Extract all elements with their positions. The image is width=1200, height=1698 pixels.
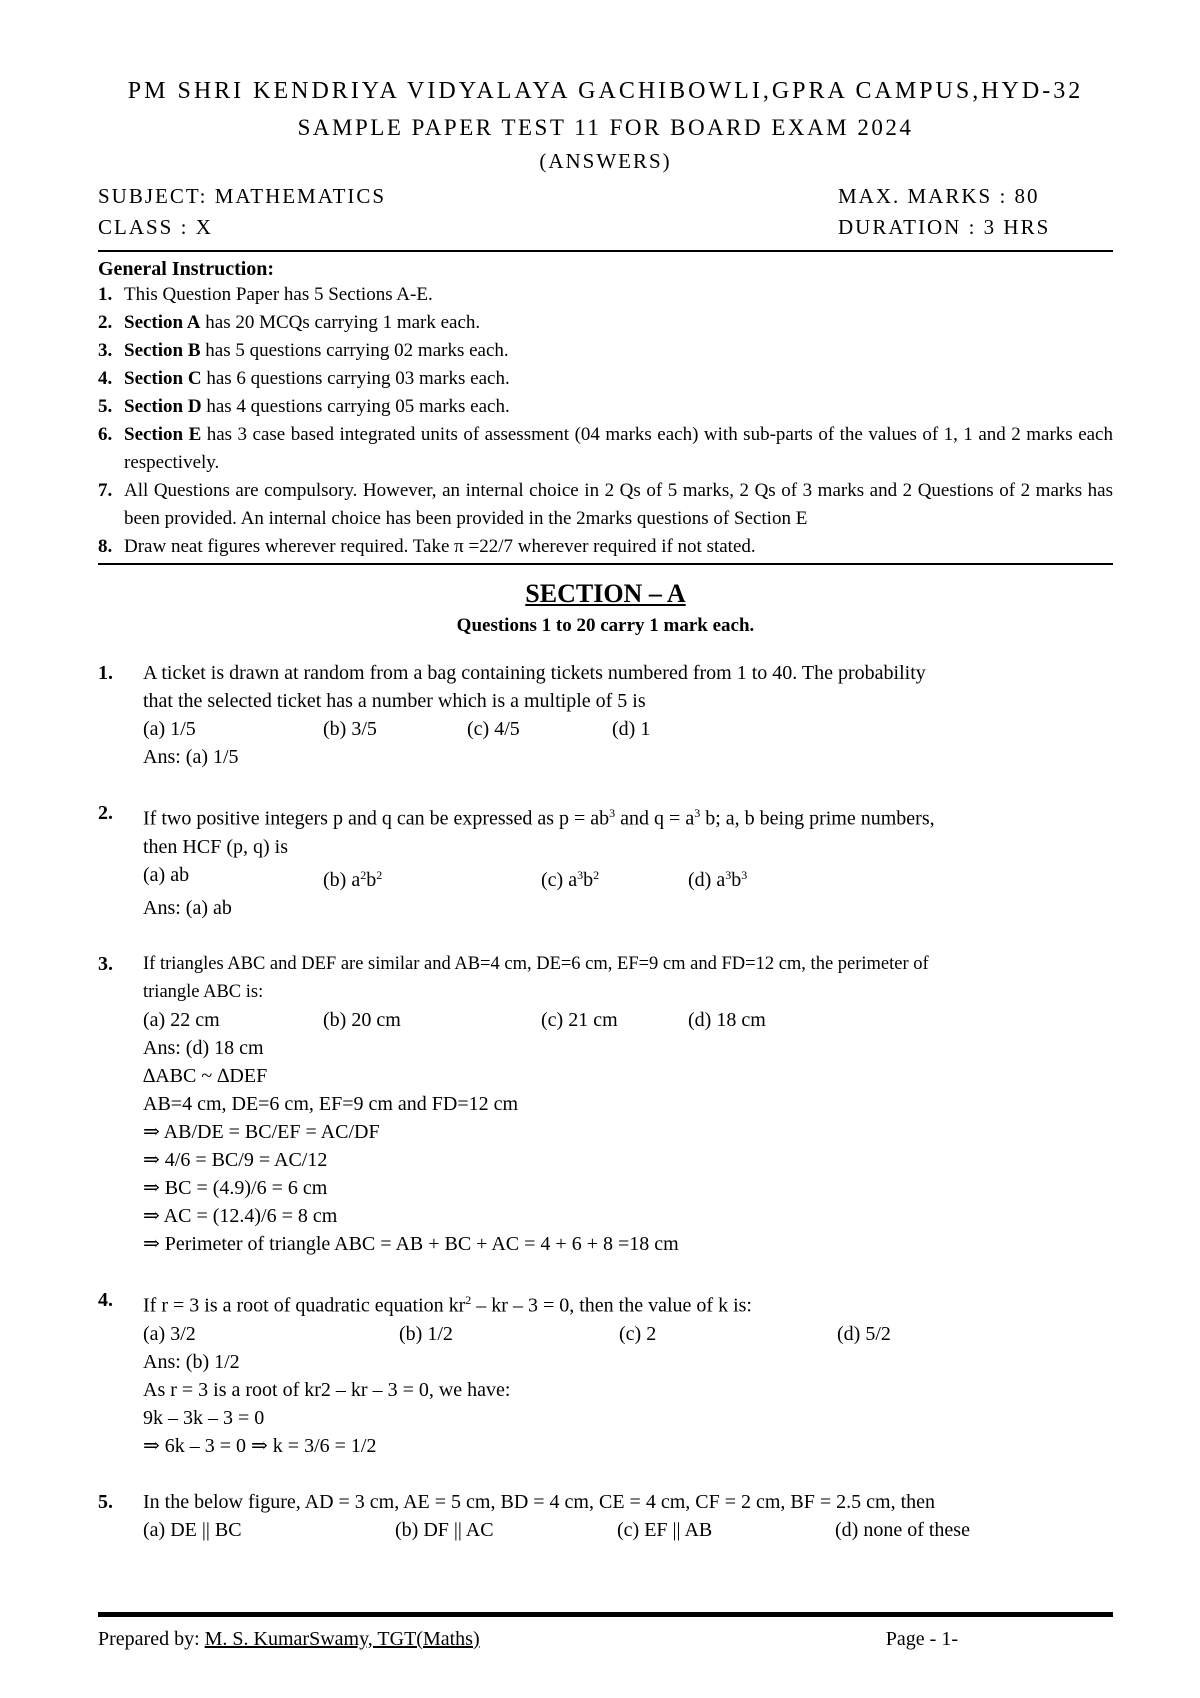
question-text: A ticket is drawn at random from a bag containing tickets numbered from 1 to 40. The probability <box>143 662 926 684</box>
option-b: (b) 3/5 <box>323 718 377 740</box>
solution-step: ⇒ BC = (4.9)/6 = 6 cm <box>143 1177 328 1200</box>
instruction-item: 1. This Question Paper has 5 Sections A-E. <box>98 284 433 305</box>
question-4: 4. If r = 3 is a root of quadratic equation $kr^2$ – kr – 3 = 0, then the value of k is: (a) 3/2 (b) 1/2 (c) 2 (d) 5/2 Ans: (b) 1/2 As r = 3 is a root of kr2 – kr – 3 = 0, we have: 9k – 3k – 3 = 0 ⇒ 6k – 3 = 0 ⇒ k = 3/6 = 1/2 <box>98 1286 1113 1460</box>
options <box>143 1006 1113 1034</box>
solution-step: ⇒ 6k – 3 = 0 ⇒ k = 3/6 = 1/2 <box>143 1434 377 1457</box>
answer: Ans: (d) 18 cm <box>143 1037 264 1060</box>
test-title: SAMPLE PAPER TEST 11 FOR BOARD EXAM 2024 <box>297 115 914 140</box>
options <box>143 1320 1113 1348</box>
option-b: (b) $a^2b^2$ <box>323 867 383 892</box>
answers-label: (ANSWERS) <box>539 149 672 173</box>
option-a: (a) 3/2 <box>143 1322 196 1345</box>
author-name: M. S. KumarSwamy, TGT(Maths) <box>204 1628 480 1650</box>
page-number: Page - 1- <box>885 1628 958 1650</box>
option-c: (c) 2 <box>619 1322 657 1345</box>
instructions-list <box>98 281 1113 561</box>
option-a: (a) 22 cm <box>143 1009 220 1032</box>
question-text: then HCF (p, q) is <box>143 835 288 858</box>
option-a: (a) ab <box>143 863 190 886</box>
question-1: 1. A ticket is drawn at random from a bag containing tickets numbered from 1 to 40. The probability that the selected ticket has a number which is a multiple of 5 is (a) 1/5 (b) 3/5 (c) 4/5 (d) 1 Ans: (a) 1/5 <box>98 659 1113 771</box>
option-b: (b) 1/2 <box>399 1322 453 1345</box>
options <box>143 861 1113 895</box>
option-b: (b) DF || AC <box>395 1518 494 1541</box>
instructions-title: General Instruction: <box>98 258 275 280</box>
answer: Ans: (b) 1/2 <box>143 1350 240 1373</box>
class: CLASS : X <box>98 215 213 239</box>
school-name: PM SHRI KENDRIYA VIDYALAYA GACHIBOWLI,GPRA CAMPUS,HYD-32 <box>127 78 1084 104</box>
options <box>143 1516 1113 1544</box>
solution-step: ⇒ AC = (12.4)/6 = 8 cm <box>143 1205 338 1228</box>
meta-row-2 <box>98 215 1113 240</box>
footer-divider <box>98 1612 1113 1617</box>
solution-step: ⇒ Perimeter of triangle ABC = AB + BC + AC = 4 + 6 + 8 =18 cm <box>143 1233 679 1256</box>
option-d: (d) 18 cm <box>688 1009 766 1032</box>
option-d: (d) 1 <box>612 718 651 740</box>
solution-step: ⇒ AB/DE = BC/EF = AC/DF <box>143 1121 380 1144</box>
instructions-divider <box>98 563 1113 565</box>
subject: SUBJECT: MATHEMATICS <box>98 184 387 208</box>
question-text: If r = 3 is a root of quadratic equation $kr^2$ – kr – 3 = 0, then the value of k is: <box>143 1293 752 1317</box>
option-c: (c) EF || AB <box>617 1518 713 1541</box>
question-text: that the selected ticket has a number which is a multiple of 5 is <box>143 690 646 712</box>
section-subtitle: Questions 1 to 20 carry 1 mark each. <box>456 615 755 636</box>
question-5: 5. In the below figure, AD = 3 cm, AE = 5 cm, BD = 4 cm, CE = 4 cm, CF = 2 cm, BF = 2.5 cm, then (a) DE || BC (b) DF || AC (c) EF || AB (d) none of these <box>98 1488 1113 1544</box>
question-text: If two positive integers p and q can be expressed as $p = ab^3$ and $q = a^3$ b; a, b being prime numbers, <box>143 806 935 830</box>
instruction-item: 4. Section C has 6 questions carrying 03 marks each. <box>98 368 510 389</box>
option-b: (b) 20 cm <box>323 1009 401 1032</box>
solution-step: ⇒ 4/6 = BC/9 = AC/12 <box>143 1149 328 1172</box>
solution-step: 9k – 3k – 3 = 0 <box>143 1406 265 1429</box>
instruction-item: 7. All Questions are compulsory. However, an internal choice in 2 Qs of 5 marks, 2 Qs of 3 marks and 2 Questions of 2 marks has been provided. An internal choice has been provided in the 2marks questions of Section E <box>98 480 1113 529</box>
option-d: (d) $a^3b^3$ <box>688 867 748 892</box>
answer: Ans: (a) 1/5 <box>143 746 239 768</box>
solution-step: As r = 3 is a root of kr2 – kr – 3 = 0, we have: <box>143 1378 511 1401</box>
footer <box>98 1628 1113 1651</box>
instruction-item: 8. Draw neat figures wherever required. Take π =22/7 wherever required if not stated. <box>98 536 756 557</box>
question-text: triangle ABC is: <box>143 982 264 1003</box>
question-text: In the below figure, AD = 3 cm, AE = 5 cm, BD = 4 cm, CE = 4 cm, CF = 2 cm, BF = 2.5 cm, then <box>143 1490 936 1513</box>
option-c: (c) 21 cm <box>541 1009 618 1032</box>
answer: Ans: (a) ab <box>143 897 232 920</box>
question-3: 3. If triangles ABC and DEF are similar and AB=4 cm, DE=6 cm, EF=9 cm and FD=12 cm, the perimeter of triangle ABC is: (a) 22 cm (b) 20 cm (c) 21 cm (d) 18 cm Ans: (d) 18 cm ∆ABC ~ ∆DEF AB=4 cm, DE=6 cm, EF=9 cm and FD=12 cm ⇒ AB/DE = BC/EF = AC/DF ⇒ 4/6 = BC/9 = AC/12 ⇒ BC = (4.9)/6 = 6 cm ⇒ AC = (12.4)/6 = 8 cm ⇒ Perimeter of triangle ABC = AB + BC + AC = 4 + 6 + 8 =18 cm <box>98 950 1113 1258</box>
option-d: (d) none of these <box>835 1518 970 1541</box>
document-page <box>98 70 1113 1544</box>
option-a: (a) 1/5 <box>143 718 196 740</box>
solution-step: AB=4 cm, DE=6 cm, EF=9 cm and FD=12 cm <box>143 1093 519 1116</box>
option-a: (a) DE || BC <box>143 1518 242 1541</box>
instruction-item: 5. Section D has 4 questions carrying 05 marks each. <box>98 396 510 417</box>
meta-row-1 <box>98 184 1113 209</box>
instruction-item: 2. Section A has 20 MCQs carrying 1 mark each. <box>98 312 481 333</box>
instruction-item: 3. Section B has 5 questions carrying 02 marks each. <box>98 340 509 361</box>
instruction-item: 6. Section E has 3 case based integrated units of assessment (04 marks each) with sub-parts of the values of 1, 1 and 2 marks each respectively. <box>98 424 1113 473</box>
option-c: (c) 4/5 <box>467 718 520 740</box>
prepared-by: Prepared by: M. S. KumarSwamy, TGT(Maths) <box>98 1628 480 1650</box>
section-title: SECTION – A <box>525 579 686 608</box>
option-c: (c) $a^3b^2$ <box>541 867 600 892</box>
options <box>143 715 1113 743</box>
solution-step: ∆ABC ~ ∆DEF <box>143 1065 268 1088</box>
question-2: 2. If two positive integers p and q can be expressed as $p = ab^3$ and $q = a^3$ b; a, b being prime numbers, then HCF (p, q) is (a) ab (b) $a^2b^2$ (c) $a^3b^2$ (d) $a^3b^3$ Ans: (a) ab <box>98 799 1113 922</box>
question-text: If triangles ABC and DEF are similar and AB=4 cm, DE=6 cm, EF=9 cm and FD=12 cm, the perimeter of <box>143 954 929 975</box>
max-marks: MAX. MARKS : 80 <box>838 184 1040 208</box>
header-divider <box>98 250 1113 252</box>
duration: DURATION : 3 HRS <box>838 215 1051 239</box>
option-d: (d) 5/2 <box>837 1322 891 1345</box>
